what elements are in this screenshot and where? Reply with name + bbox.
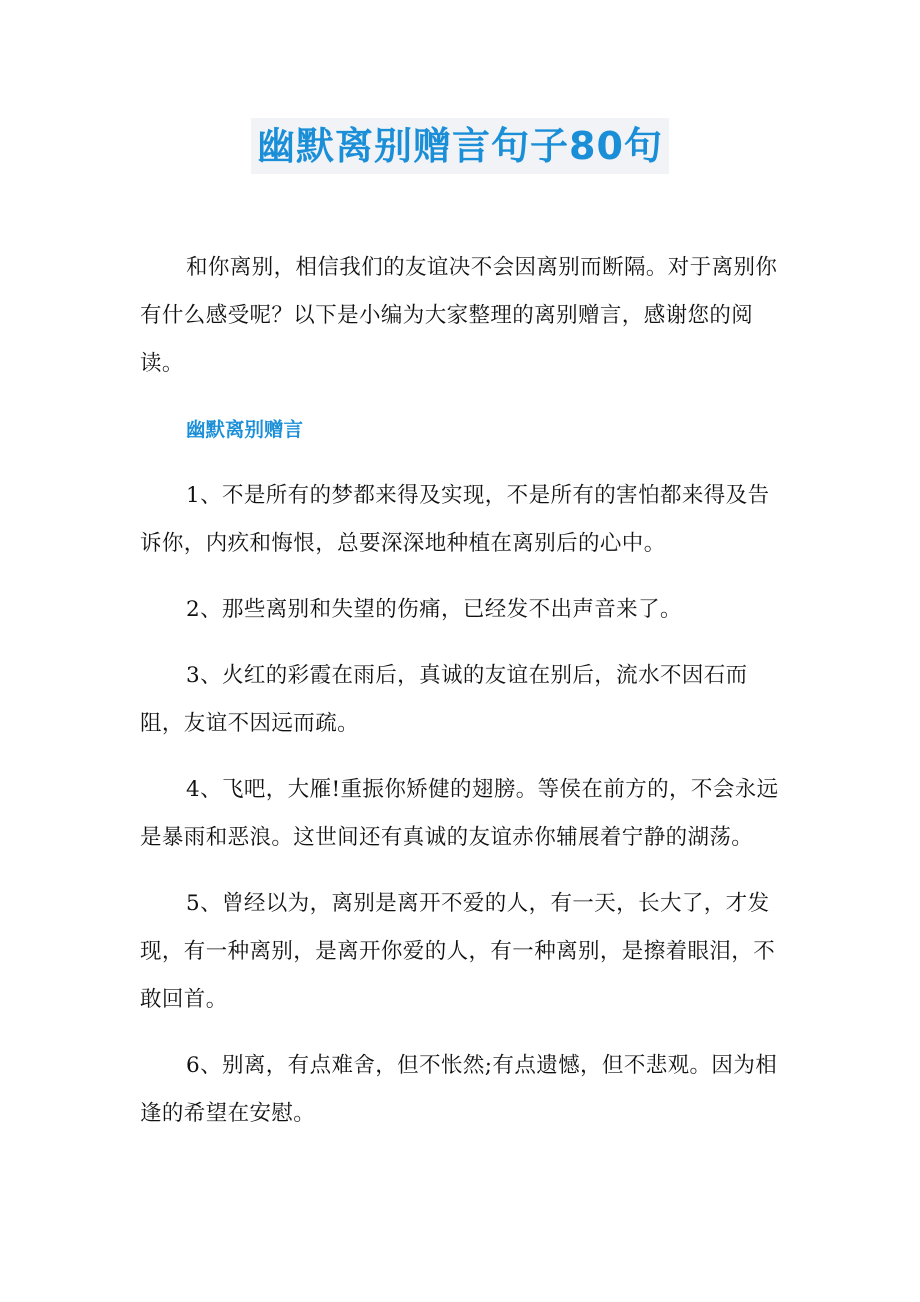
section-heading: 幽默离别赠言 xyxy=(186,418,304,441)
title-container xyxy=(0,118,920,174)
list-item: 5、曾经以为，离别是离开不爱的人，有一天，长大了，才发现，有一种离别，是离开你爱的人，有一种离别，是擦着眼泪，不敢回首。 xyxy=(140,891,776,1012)
list-item: 2、那些离别和失望的伤痛，已经发不出声音来了。 xyxy=(186,597,682,622)
list-item: 6、别离，有点难舍，但不怅然;有点遗憾，但不悲观。因为相逢的希望在安慰。 xyxy=(140,1053,778,1126)
list-item: 1、不是所有的梦都来得及实现，不是所有的害怕都来得及告诉你，内疚和悔恨，总要深深地种植在离别后的心中。 xyxy=(140,483,770,556)
intro-paragraph: 和你离别，相信我们的友谊决不会因离别而断隔。对于离别你有什么感受呢？以下是小编为大家整理的离别赠言，感谢您的阅读。 xyxy=(140,255,778,376)
document-title: 幽默离别赠言句子80句 xyxy=(251,118,669,174)
document-body xyxy=(140,244,785,1156)
list-item: 4、飞吧，大雁!重振你矫健的翅膀。等侯在前方的，不会永远是暴雨和恶浪。这世间还有真诚的友谊赤你辅展着宁静的湖荡。 xyxy=(140,777,779,850)
list-item: 3、火红的彩霞在雨后，真诚的友谊在别后，流水不因石而阻，友谊不因远而疏。 xyxy=(140,663,748,736)
